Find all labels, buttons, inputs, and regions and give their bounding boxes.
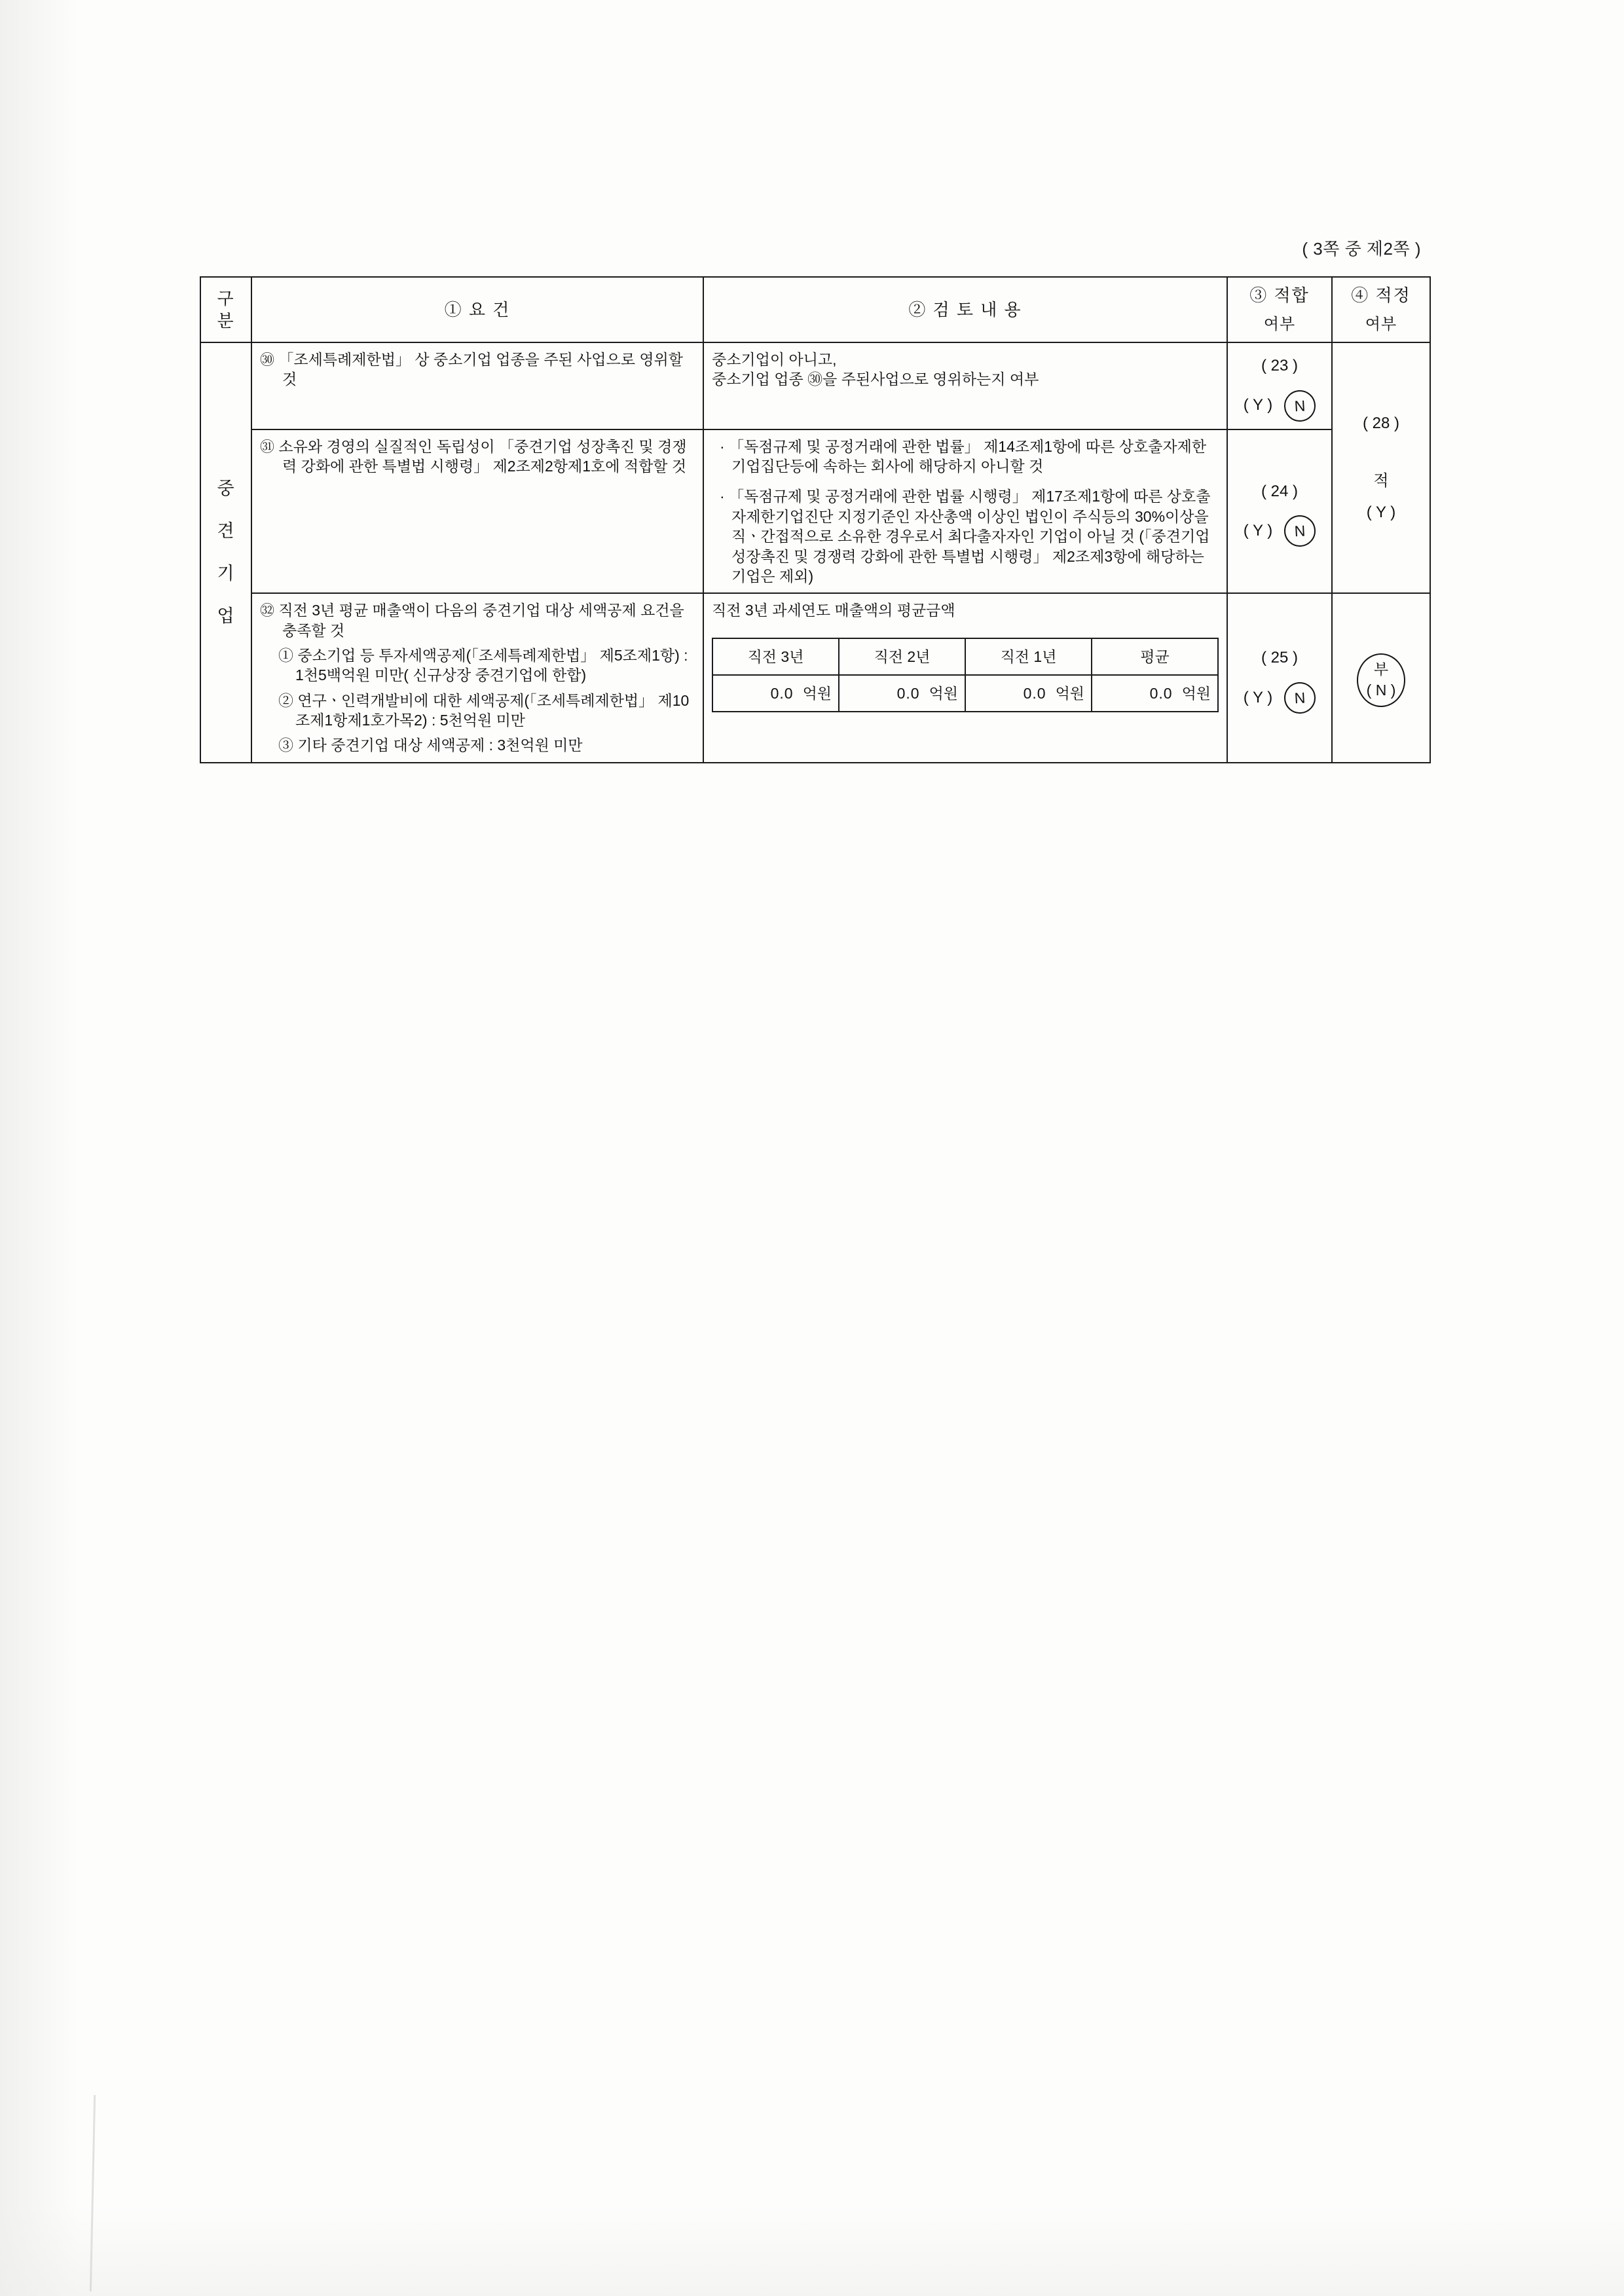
bullet-dot-icon: · xyxy=(720,488,729,505)
requirement-text-30 xyxy=(260,350,695,390)
sales-value-cell-0[interactable] xyxy=(712,675,839,712)
fit-yn-group-25[interactable] xyxy=(1236,682,1323,714)
sales-unit-1: 억원 xyxy=(929,685,958,702)
proper-mark-circle-bu[interactable] xyxy=(1357,653,1405,707)
proper-yn-28[interactable]: ( Y ) xyxy=(1366,503,1396,521)
fit-yn-group-24[interactable] xyxy=(1236,515,1323,547)
sales-header-1: 직전 2년 xyxy=(839,638,965,675)
review-form-table xyxy=(200,276,1431,763)
table-row xyxy=(200,593,1430,763)
fit-number-23: ( 23 ) xyxy=(1261,356,1298,374)
requirement-cell-31 xyxy=(251,429,703,594)
requirement-body-30: 「조세특례제한법」 상 중소기업 업종을 주된 사업으로 영위할 것 xyxy=(278,350,683,388)
proper-mark-28: 적 xyxy=(1373,471,1389,490)
table-row xyxy=(200,342,1430,429)
page-marker: ( 3쪽 중 제2쪽 ) xyxy=(1302,239,1421,259)
row-label-char-1: 견 xyxy=(217,521,235,541)
sales-value-1: 0.0 xyxy=(896,685,920,702)
sales-header-0: 직전 3년 xyxy=(712,638,839,675)
proper-number-28: ( 28 ) xyxy=(1362,414,1399,432)
review-line-30-1: 중소기업 업종 ㉚을 주된사업으로 영위하는지 여부 xyxy=(712,371,1039,388)
requirement-cell-32 xyxy=(251,593,703,763)
bullet-dot-icon: · xyxy=(720,437,729,455)
requirement-marker-30: ㉚ xyxy=(260,351,275,368)
header-proper-label: ④ 적정 xyxy=(1351,285,1411,305)
sales-value-cell-2[interactable] xyxy=(965,675,1092,712)
row-label-char-0: 중 xyxy=(217,479,235,499)
fit-cell-23[interactable] xyxy=(1227,342,1332,429)
proper-cell-28[interactable] xyxy=(1332,342,1430,593)
sales-value-cell-1[interactable] xyxy=(839,675,965,712)
sales-value-3: 0.0 xyxy=(1149,685,1173,702)
requirement-body-31: 소유와 경영의 실질적인 독립성이 「중견기업 성장촉진 및 경쟁력 강화에 관한 특별법 시행령」 제2조제2항제1호에 적합할 것 xyxy=(278,437,687,475)
table-row xyxy=(200,429,1430,594)
header-proper xyxy=(1332,277,1430,342)
proper-yn-bu: ( N ) xyxy=(1366,681,1396,699)
review-note-32: 직전 3년 과세연도 매출액의 평균금액 xyxy=(712,602,955,619)
row-label-char-3: 업 xyxy=(217,606,235,626)
sales-header-2: 직전 1년 xyxy=(965,638,1092,675)
fit-number-25: ( 25 ) xyxy=(1261,649,1298,667)
sales-value-cell-3[interactable] xyxy=(1092,675,1218,712)
requirement-marker-32: ㉜ xyxy=(260,602,275,619)
requirement-text-32 xyxy=(260,600,695,640)
sales-value-2: 0.0 xyxy=(1023,685,1046,702)
fit-yes-option-24[interactable]: ( Y ) xyxy=(1243,522,1273,540)
requirement-subitem-32-1: ② 연구ㆍ인력개발비에 대한 세액공제(「조세특례제한법」 제10조제1항제1호가목2) : 5천억원 미만 xyxy=(278,691,690,729)
review-cell-32 xyxy=(703,593,1227,763)
header-fit xyxy=(1227,277,1332,342)
sales-header-3: 평균 xyxy=(1092,638,1218,675)
requirement-body-32: 직전 3년 평균 매출액이 다음의 중견기업 대상 세액공제 요건을 충족할 것 xyxy=(278,602,684,639)
header-requirement: ① 요 건 xyxy=(251,277,703,342)
sales-unit-0: 억원 xyxy=(802,685,832,702)
fit-cell-25[interactable] xyxy=(1227,593,1332,763)
sales-unit-3: 억원 xyxy=(1181,685,1211,702)
review-bullet-31-1 xyxy=(712,486,1219,586)
review-cell-30 xyxy=(703,342,1227,429)
proper-cell-bu[interactable] xyxy=(1332,593,1430,763)
requirement-text-31 xyxy=(260,437,695,477)
requirement-subitem-32-2: ③ 기타 중견기업 대상 세액공제 : 3천억원 미만 xyxy=(278,737,583,754)
requirement-cell-30 xyxy=(251,342,703,429)
scan-edge-bottom xyxy=(0,2204,1624,2296)
review-bullet-text-31-0: 「독점규제 및 공정거래에 관한 법률」 제14조제1항에 따른 상호출자제한기업집단등에 속하는 회사에 해당하지 아니할 것 xyxy=(729,437,1207,475)
header-fit-label: ③ 적합 xyxy=(1249,285,1310,305)
sales-unit-2: 억원 xyxy=(1055,685,1084,702)
header-review: ② 검 토 내 용 xyxy=(703,277,1227,342)
form-table-container xyxy=(200,276,1431,763)
requirement-marker-31: ㉛ xyxy=(260,438,275,455)
header-gubun: 구분 xyxy=(200,277,251,342)
sales-average-table xyxy=(712,638,1219,713)
review-cell-31 xyxy=(703,429,1227,594)
row-group-label-middle-enterprise xyxy=(200,342,251,763)
scan-edge-left xyxy=(0,0,79,2296)
review-bullet-text-31-1: 「독점규제 및 공정거래에 관한 법률 시행령」 제17조제1항에 따른 상호출자제한기업진단 지정기준인 자산총액 이상인 법인이 주식등의 30%이상을 직ㆍ간접적으로 소유한 경우로서 최다출자자인 기업이 아닐 것 (「중견기업 성장촉진 및 경쟁력 강화에 관한 특별법 시행령」 제2조제3항에 해당하는 기업은 제외) xyxy=(729,488,1211,585)
fit-no-option-24[interactable]: N xyxy=(1283,515,1316,547)
header-proper-sublabel: 여부 xyxy=(1365,316,1397,334)
requirement-subitem-32-0: ① 중소기업 등 투자세액공제(「조세특례제한법」 제5조제1항) : 1천5백억원 미만( 신규상장 중견기업에 한합) xyxy=(278,647,688,684)
proper-mark-bu: 부 xyxy=(1373,661,1389,678)
table-header-row xyxy=(200,277,1430,342)
sales-header-row xyxy=(712,638,1218,675)
review-line-30-0: 중소기업이 아니고, xyxy=(712,350,837,368)
sales-value-0: 0.0 xyxy=(770,685,794,702)
fit-number-24: ( 24 ) xyxy=(1261,482,1298,500)
sales-value-row xyxy=(712,675,1218,712)
row-label-char-2: 기 xyxy=(217,563,235,583)
fit-cell-24[interactable] xyxy=(1227,429,1332,594)
fit-yes-option-25[interactable]: ( Y ) xyxy=(1243,688,1273,706)
fit-no-option-23[interactable]: N xyxy=(1283,389,1316,422)
review-bullet-31-0 xyxy=(712,437,1219,477)
fit-yes-option-23[interactable]: ( Y ) xyxy=(1243,396,1273,414)
fit-no-option-25[interactable]: N xyxy=(1283,681,1316,714)
fit-yn-group-23[interactable] xyxy=(1236,389,1323,422)
header-fit-sublabel: 여부 xyxy=(1263,316,1296,334)
